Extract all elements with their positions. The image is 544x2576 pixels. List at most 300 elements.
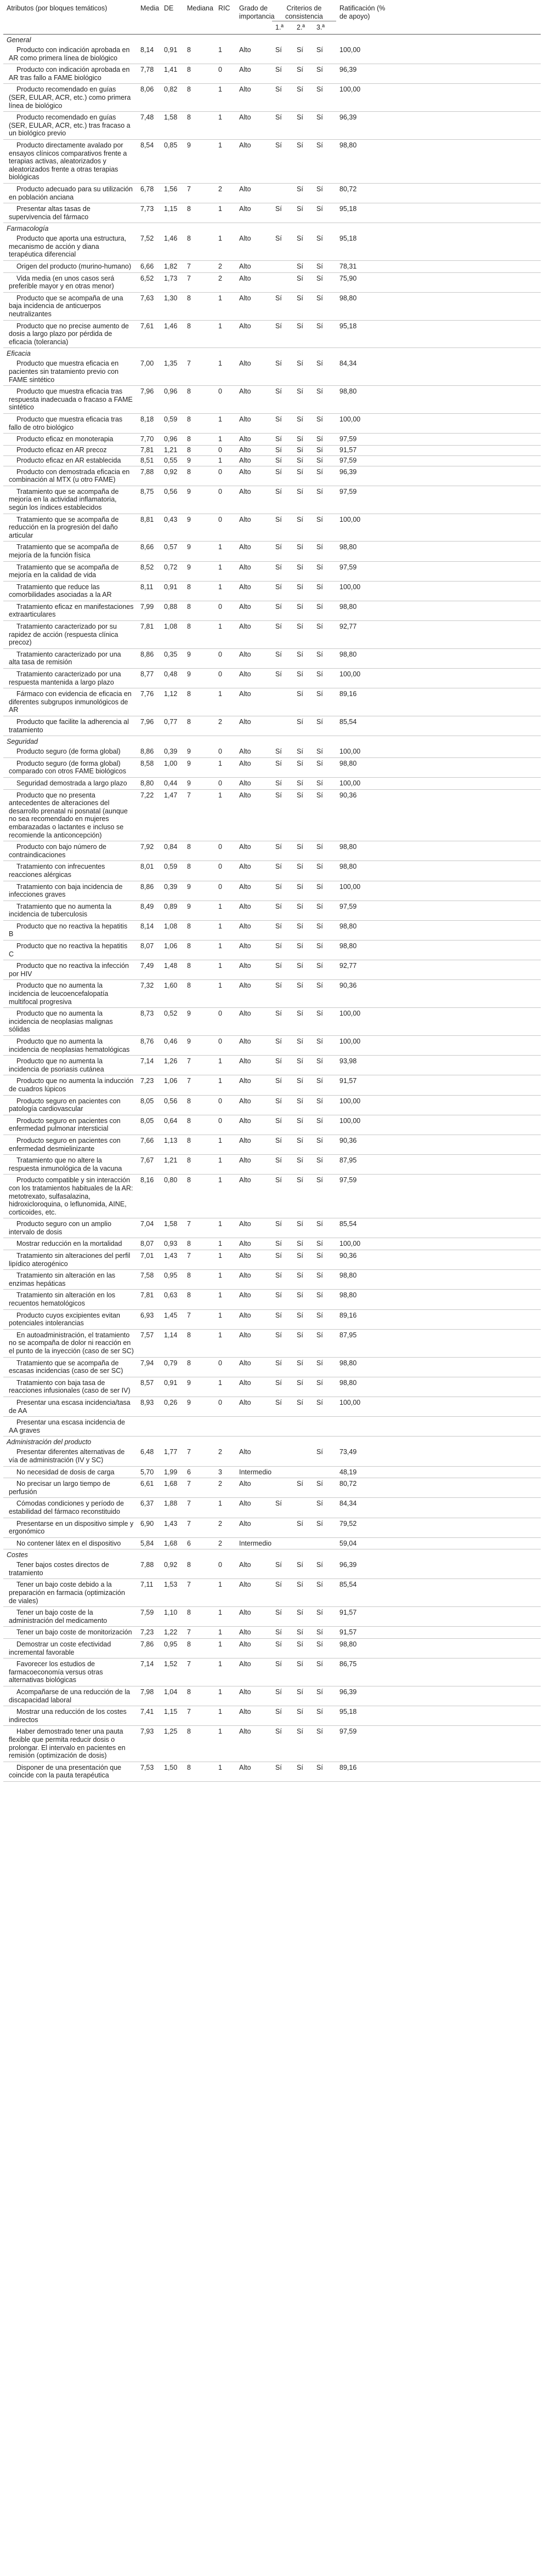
row-mean: 7,61 (140, 322, 154, 330)
row-criterion-2: Sí (297, 543, 303, 551)
row-criterion-1 (272, 716, 293, 736)
table-row (3, 1290, 541, 1309)
row-attribute: Tratamiento que se acompaña de reducción en la progresión del daño articular (9, 515, 119, 539)
row-iqr: 2 (218, 274, 222, 282)
row-criterion-3: Sí (316, 1728, 323, 1736)
row-median: 6 (187, 1468, 191, 1476)
row-criterion-3: Sí (316, 922, 323, 930)
row-attribute: Producto con demostrada eficacia en combinación al MTX (u otro FAME) (9, 468, 130, 484)
row-criterion-2: Sí (297, 1176, 303, 1184)
row-median: 8 (187, 205, 191, 213)
row-importance: Alto (239, 1763, 251, 1771)
table-row (3, 562, 541, 582)
row-criterion-1: Sí (275, 962, 282, 970)
row-attribute: Mostrar una reducción de los costes indirectos (9, 1708, 127, 1724)
row-importance: Alto (239, 602, 251, 611)
row-mean: 6,93 (140, 1311, 154, 1319)
row-mean: 8,86 (140, 650, 154, 658)
row-attribute: Producto seguro en pacientes con enfermedad pulmonar intersticial (9, 1116, 121, 1133)
row-criterion-2: Sí (297, 718, 303, 726)
header-criterion-1: 1.ª (272, 21, 293, 34)
row-criterion-1: Sí (275, 1561, 282, 1569)
row-median: 9 (187, 141, 191, 149)
row-attribute: Producto seguro en pacientes con enfermedad desmielinizante (9, 1136, 121, 1153)
row-sd: 0,80 (164, 1176, 178, 1184)
row-importance: Alto (239, 46, 251, 54)
row-mean: 7,88 (140, 1561, 154, 1569)
table-row (3, 1155, 541, 1175)
section-title: Farmacología (7, 225, 49, 233)
row-median: 7 (187, 1519, 191, 1528)
row-importance: Alto (239, 650, 251, 658)
row-ratification: 98,80 (339, 922, 357, 930)
row-attribute: Haber demostrado tener una pauta flexible que permita reducir dosis o prolongar. El intervalo en pacientes en remisión (optimización de dosis) (9, 1728, 126, 1760)
row-criterion-1: Sí (275, 623, 282, 631)
row-criterion-1: Sí (275, 205, 282, 213)
row-criterion-1: Sí (275, 1156, 282, 1165)
row-criterion-2: Sí (297, 235, 303, 243)
row-criterion-1: Sí (275, 1660, 282, 1668)
row-mean: 7,88 (140, 468, 154, 476)
row-criterion-1: Sí (275, 748, 282, 756)
row-mean: 7,49 (140, 962, 154, 970)
row-median: 7 (187, 1480, 191, 1488)
row-criterion-1: Sí (275, 1378, 282, 1387)
row-median: 9 (187, 1038, 191, 1045)
row-iqr: 1 (218, 1057, 222, 1065)
row-ratification: 98,80 (339, 1291, 357, 1300)
row-ratification: 87,95 (339, 1156, 357, 1165)
row-importance: Alto (239, 863, 251, 871)
row-attribute: Producto seguro en pacientes con patología cardiovascular (9, 1097, 121, 1113)
row-criterion-1: Sí (275, 1359, 282, 1367)
row-median: 8 (187, 235, 191, 243)
row-criterion-2: Sí (297, 487, 303, 495)
header-mean: Media (140, 4, 160, 12)
row-median: 8 (187, 415, 191, 423)
table-row (3, 1762, 541, 1782)
row-iqr: 1 (218, 1688, 222, 1696)
row-sd: 0,95 (164, 1272, 178, 1280)
row-criterion-3: Sí (316, 360, 323, 368)
row-importance: Alto (239, 487, 251, 495)
row-mean: 7,81 (140, 1291, 154, 1300)
row-median: 9 (187, 759, 191, 767)
row-criterion-3: Sí (316, 748, 323, 756)
row-importance: Alto (239, 882, 251, 891)
table-row (3, 1417, 541, 1437)
row-median: 7 (187, 791, 191, 799)
row-ratification: 90,36 (339, 1136, 357, 1144)
table-row (3, 1096, 541, 1115)
row-attribute: Producto seguro (de forma global) comparado con otros FAME biológicos (9, 759, 126, 776)
row-criterion-3: Sí (316, 962, 323, 970)
row-attribute: Seguridad demostrada a largo plazo (16, 779, 127, 787)
row-criterion-1: Sí (275, 1581, 282, 1589)
row-sd: 0,96 (164, 435, 178, 443)
row-importance: Alto (239, 1660, 251, 1668)
row-median: 9 (187, 487, 191, 495)
row-criterion-3: Sí (316, 322, 323, 330)
row-criterion-3: Sí (316, 113, 323, 122)
row-median: 8 (187, 623, 191, 631)
row-criterion-3: Sí (316, 66, 323, 74)
row-criterion-1: Sí (275, 487, 282, 495)
row-sd: 0,56 (164, 487, 178, 495)
row-criterion-3: Sí (316, 86, 323, 94)
row-importance: Alto (239, 185, 251, 193)
row-sd: 1,47 (164, 791, 178, 799)
table-row (3, 203, 541, 223)
row-median (184, 1417, 215, 1436)
row-attribute: Tratamiento que reduce las comorbilidades asociadas a la AR (9, 583, 112, 599)
row-criterion-2: Sí (297, 982, 303, 990)
table-row (3, 1686, 541, 1706)
row-attribute: Producto que no reactiva la hepatitis B (9, 922, 128, 938)
row-mean: 8,77 (140, 670, 154, 679)
row-iqr: 1 (218, 1272, 222, 1280)
row-iqr: 1 (218, 1500, 222, 1508)
row-criterion-1: Sí (275, 543, 282, 551)
row-criterion-2: Sí (297, 1688, 303, 1696)
row-iqr: 1 (218, 1156, 222, 1165)
row-sd: 0,84 (164, 843, 178, 851)
header-iqr: RIC (218, 4, 230, 12)
table-row (3, 901, 541, 921)
row-mean: 7,67 (140, 1156, 154, 1165)
row-median: 7 (187, 1628, 191, 1637)
row-median: 8 (187, 1116, 191, 1125)
row-ratification: 97,59 (339, 456, 357, 464)
row-criterion-3: Sí (316, 141, 323, 149)
row-criterion-1: Sí (275, 322, 282, 330)
table-body (3, 35, 541, 1782)
row-criterion-3: Sí (316, 1220, 323, 1228)
row-importance: Alto (239, 113, 251, 122)
row-mean: 8,75 (140, 487, 154, 495)
row-mean: 7,01 (140, 1252, 154, 1260)
table-row (3, 273, 541, 293)
row-criterion-3 (313, 1417, 336, 1436)
row-iqr: 2 (218, 718, 222, 726)
row-iqr: 1 (218, 1291, 222, 1300)
row-iqr: 0 (218, 1398, 222, 1406)
row-median: 8 (187, 690, 191, 698)
row-criterion-3: Sí (316, 185, 323, 193)
row-attribute: Demostrar un coste efectividad incremental favorable (9, 1640, 111, 1656)
row-attribute: Producto con bajo número de contraindicaciones (9, 843, 106, 859)
row-iqr: 1 (218, 922, 222, 930)
row-criterion-2: Sí (297, 1057, 303, 1065)
row-criterion-1: Sí (275, 779, 282, 787)
row-median: 9 (187, 882, 191, 891)
row-sd: 0,96 (164, 387, 178, 396)
row-attribute: Producto que aporta una estructura, mecanismo de acción y diana terapéutica diferencial (9, 235, 127, 259)
row-sd: 1,26 (164, 1057, 178, 1065)
row-iqr: 1 (218, 942, 222, 950)
row-importance: Alto (239, 1688, 251, 1696)
row-attribute: Origen del producto (murino-humano) (16, 263, 132, 271)
row-sd: 1,15 (164, 1708, 178, 1716)
row-criterion-3: Sí (316, 779, 323, 787)
row-sd: 1,43 (164, 1519, 178, 1528)
table-row (3, 293, 541, 321)
row-criterion-3: Sí (316, 1448, 323, 1456)
row-importance: Alto (239, 962, 251, 970)
row-criterion-1: Sí (275, 360, 282, 368)
row-attribute: Presentar una escasa incidencia/tasa de AA (9, 1398, 131, 1415)
row-attribute: No necesidad de dosis de carga (16, 1468, 115, 1476)
row-iqr: 0 (218, 1116, 222, 1125)
row-criterion-2: Sí (297, 456, 303, 464)
row-ratification: 92,77 (339, 962, 357, 970)
table-row (3, 386, 541, 414)
row-sd: 0,56 (164, 1097, 178, 1105)
row-iqr: 1 (218, 415, 222, 423)
row-importance: Alto (239, 515, 251, 523)
row-criterion-2: Sí (297, 1480, 303, 1488)
row-criterion-1: Sí (275, 141, 282, 149)
row-iqr: 0 (218, 446, 222, 454)
row-median: 9 (187, 456, 191, 464)
row-importance: Alto (239, 1010, 251, 1018)
row-criterion-2: Sí (297, 602, 303, 611)
row-mean: 7,48 (140, 113, 154, 122)
row-ratification: 84,34 (339, 1500, 357, 1508)
row-criterion-3: Sí (316, 718, 323, 726)
header-attribute: Atributos (por bloques temáticos) (7, 4, 107, 12)
row-sd: 1,52 (164, 1660, 178, 1668)
row-sd: 0,91 (164, 583, 178, 591)
row-mean: 8,86 (140, 882, 154, 891)
table-row (3, 1270, 541, 1290)
row-ratification: 95,18 (339, 1708, 357, 1716)
table-row (3, 233, 541, 261)
table-row (3, 466, 541, 486)
row-iqr: 1 (218, 1763, 222, 1771)
row-sd: 1,77 (164, 1448, 178, 1456)
table-row (3, 1330, 541, 1358)
row-mean: 8,80 (140, 779, 154, 787)
row-criterion-3: Sí (316, 1359, 323, 1367)
row-criterion-1: Sí (275, 942, 282, 950)
row-attribute: Producto compatible y sin interacción con los tratamientos habituales de la AR: metotrexato, sulfasalazina, hidroxicloroquina, o leflunomida, AINE, corticoides, etc. (9, 1176, 133, 1216)
row-criterion-1: Sí (275, 1116, 282, 1125)
row-mean: 8,14 (140, 46, 154, 54)
row-mean: 6,61 (140, 1480, 154, 1488)
row-iqr: 1 (218, 759, 222, 767)
row-mean: 6,78 (140, 185, 154, 193)
row-criterion-3: Sí (316, 1763, 323, 1771)
row-importance: Alto (239, 1240, 251, 1248)
row-iqr: 0 (218, 487, 222, 495)
row-criterion-2: Sí (297, 942, 303, 950)
row-sd: 1,58 (164, 1220, 178, 1228)
row-mean: 8,07 (140, 1240, 154, 1248)
table-row (3, 84, 541, 112)
row-criterion-3: Sí (316, 583, 323, 591)
row-importance: Alto (239, 1077, 251, 1085)
row-median: 9 (187, 1010, 191, 1018)
row-mean: 7,23 (140, 1628, 154, 1637)
row-median: 8 (187, 322, 191, 330)
row-criterion-1: Sí (275, 602, 282, 611)
row-criterion-1: Sí (275, 387, 282, 396)
row-mean: 8,14 (140, 922, 154, 930)
row-importance: Alto (239, 1581, 251, 1589)
row-criterion-2: Sí (297, 1519, 303, 1528)
row-median: 8 (187, 962, 191, 970)
row-median: 8 (187, 1728, 191, 1736)
row-criterion-2: Sí (297, 670, 303, 679)
header-consistency: Criterios de consistencia (285, 4, 323, 20)
row-criterion-3: Sí (316, 1240, 323, 1248)
row-sd: 1,12 (164, 690, 178, 698)
row-criterion-3: Sí (316, 1660, 323, 1668)
row-sd: 0,93 (164, 1240, 178, 1248)
row-sd: 0,59 (164, 415, 178, 423)
row-criterion-3: Sí (316, 387, 323, 396)
row-sd: 0,39 (164, 882, 178, 891)
row-importance: Alto (239, 718, 251, 726)
row-criterion-1: Sí (275, 1240, 282, 1248)
section-title: General (7, 36, 31, 44)
row-sd: 0,85 (164, 141, 178, 149)
table-row (3, 621, 541, 649)
row-importance: Alto (239, 1136, 251, 1144)
row-ratification: 98,80 (339, 141, 357, 149)
row-sd: 1,88 (164, 1500, 178, 1508)
row-iqr: 0 (218, 387, 222, 396)
row-iqr: 1 (218, 1220, 222, 1228)
row-mean: 5,70 (140, 1468, 154, 1476)
table-row (3, 1397, 541, 1417)
row-mean: 8,66 (140, 543, 154, 551)
row-sd: 1,35 (164, 360, 178, 368)
table-row (3, 1538, 541, 1550)
row-ratification: 96,39 (339, 468, 357, 476)
row-importance: Alto (239, 1156, 251, 1165)
row-iqr: 1 (218, 46, 222, 54)
row-attribute: Tratamiento caracterizado por una alta tasa de remisión (9, 650, 121, 666)
row-sd: 1,15 (164, 205, 178, 213)
row-criterion-1: Sí (275, 1311, 282, 1319)
row-sd: 1,58 (164, 113, 178, 122)
row-iqr: 1 (218, 435, 222, 443)
row-sd (161, 1417, 184, 1436)
row-median: 7 (187, 1220, 191, 1228)
row-criterion-1: Sí (275, 1057, 282, 1065)
row-criterion-1: Sí (275, 435, 282, 443)
row-criterion-3: Sí (316, 1097, 323, 1105)
row-criterion-2: Sí (297, 759, 303, 767)
row-criterion-2: Sí (297, 1291, 303, 1300)
row-importance: Alto (239, 141, 251, 149)
table-row (3, 601, 541, 621)
row-criterion-3: Sí (316, 456, 323, 464)
row-sd: 1,06 (164, 1077, 178, 1085)
row-attribute: Presentarse en un dispositivo simple y ergonómico (9, 1519, 134, 1536)
row-sd: 0,89 (164, 902, 178, 910)
row-ratification: 89,16 (339, 1763, 357, 1771)
row-importance: Alto (239, 1609, 251, 1617)
row-median: 8 (187, 1331, 191, 1339)
row-median: 7 (187, 1252, 191, 1260)
row-mean: 7,22 (140, 791, 154, 799)
row-mean: 7,04 (140, 1220, 154, 1228)
row-iqr: 0 (218, 1038, 222, 1045)
row-attribute: Producto que no presenta antecedentes de alteraciones del desarrollo prenatal ni posnatal (aunque no sea recomendado en mujeres embarazadas o lactantes e incluso se recomiende la anticoncepción) (9, 791, 128, 839)
row-criterion-1: Sí (275, 1136, 282, 1144)
row-attribute: Producto que no aumenta la incidencia de leucoencefalopatía multifocal progresiva (9, 982, 109, 1006)
table-row (3, 64, 541, 84)
row-ratification: 86,75 (339, 1660, 357, 1668)
row-attribute: Presentar diferentes alternativas de vía de administración (IV y SC) (9, 1448, 125, 1464)
row-importance: Alto (239, 1500, 251, 1508)
row-mean: 7,59 (140, 1609, 154, 1617)
row-mean: 8,11 (140, 583, 154, 591)
row-iqr: 0 (218, 748, 222, 756)
row-attribute: Producto que no reactiva la infección por HIV (9, 962, 129, 978)
row-median: 8 (187, 982, 191, 990)
row-sd: 1,21 (164, 1156, 178, 1165)
row-criterion-3: Sí (316, 1500, 323, 1508)
row-sd: 1,48 (164, 962, 178, 970)
consensus-table (3, 0, 541, 1782)
table-row (3, 486, 541, 514)
row-ratification: 98,80 (339, 942, 357, 950)
row-sd: 1,04 (164, 1688, 178, 1696)
row-importance: Alto (239, 1176, 251, 1184)
row-iqr: 0 (218, 650, 222, 658)
row-importance: Alto (239, 779, 251, 787)
row-ratification: 95,18 (339, 322, 357, 330)
row-ratification: 93,98 (339, 1057, 357, 1065)
row-criterion-3: Sí (316, 843, 323, 851)
row-criterion-3 (313, 1467, 336, 1478)
row-criterion-1: Sí (275, 1628, 282, 1637)
row-criterion-3: Sí (316, 882, 323, 891)
table-row (3, 1056, 541, 1075)
row-attribute: Tratamiento que se acompaña de escasas incidencias (caso de ser SC) (9, 1359, 123, 1375)
row-attribute: Presentar altas tasas de supervivencia del fármaco (9, 205, 90, 221)
row-sd: 0,55 (164, 456, 178, 464)
row-median: 8 (187, 1136, 191, 1144)
row-median: 8 (187, 435, 191, 443)
row-criterion-3: Sí (316, 1628, 323, 1637)
row-criterion-2: Sí (297, 1628, 303, 1637)
row-median: 8 (187, 1272, 191, 1280)
row-sd: 1,53 (164, 1581, 178, 1589)
row-criterion-2: Sí (297, 583, 303, 591)
row-median: 8 (187, 942, 191, 950)
row-mean: 7,23 (140, 1077, 154, 1085)
row-importance: Alto (239, 843, 251, 851)
row-criterion-2: Sí (297, 322, 303, 330)
row-criterion-3: Sí (316, 1519, 323, 1528)
row-median: 8 (187, 86, 191, 94)
row-median: 7 (187, 263, 191, 271)
section-title: Seguridad (7, 738, 38, 746)
row-criterion-3: Sí (316, 1378, 323, 1387)
row-sd: 1,41 (164, 66, 178, 74)
row-ratification: 98,80 (339, 650, 357, 658)
row-importance: Alto (239, 294, 251, 302)
row-iqr: 1 (218, 902, 222, 910)
row-criterion-3: Sí (316, 1136, 323, 1144)
row-sd: 0,82 (164, 86, 178, 94)
row-attribute: Tratamiento eficaz en manifestaciones extraarticulares (9, 602, 134, 619)
